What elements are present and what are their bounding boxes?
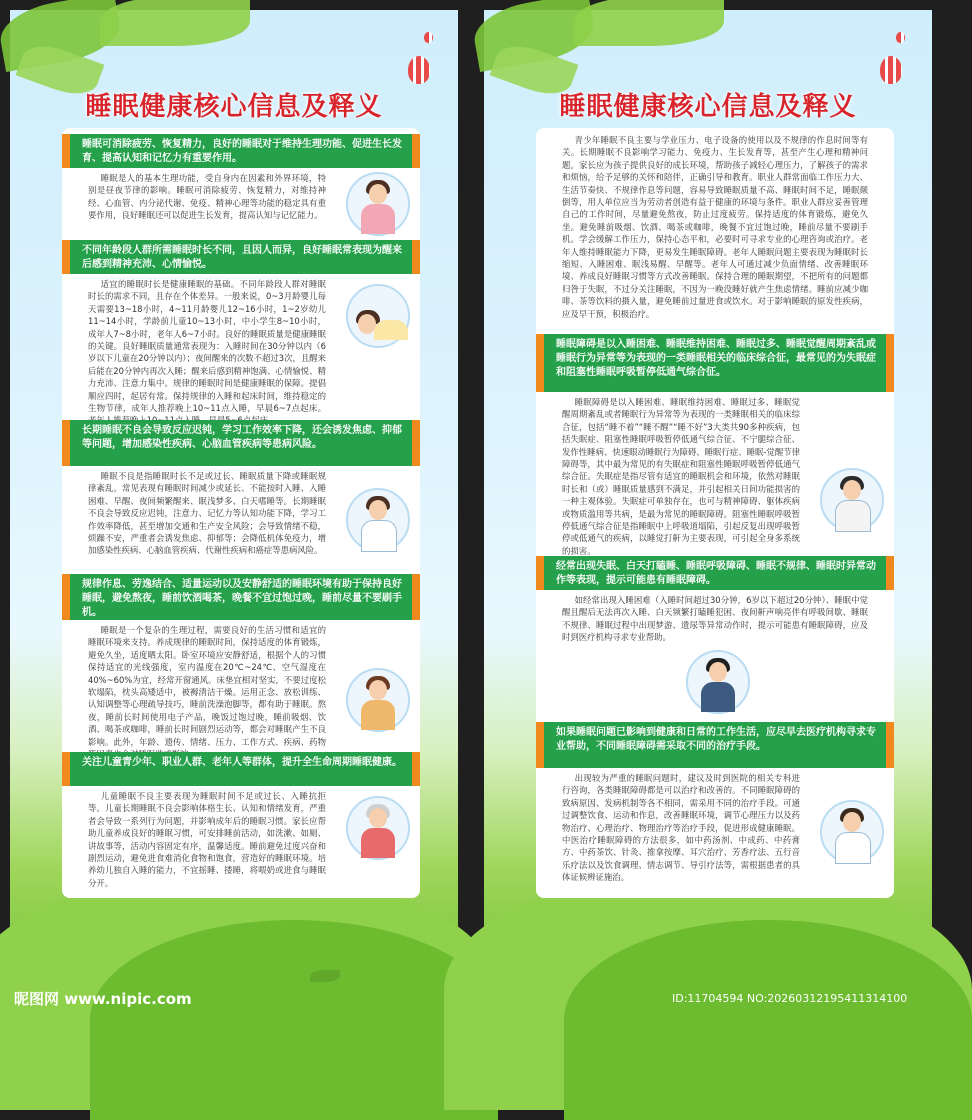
poster-title: 睡眠健康核心信息及释义 <box>559 92 857 122</box>
balloon-icon <box>424 32 433 43</box>
grass-decoration <box>310 970 340 982</box>
watermark-left: 昵图网 www.nipic.com <box>14 990 192 1008</box>
balloon-icon <box>896 32 905 43</box>
section-body: 出现较为严重的睡眠问题时，建议及时到医院的相关专科进行咨询，各类睡眠障碍都是可以治疗和改善的。不同睡眠障碍的致病原因、发病机制等各不相同，需采用不同的治疗手段。可通过调整饮食、运动和作息，改善睡眠环境，调节心理压力以及药物治疗、心理治疗、物理治疗等治疗手段，促进形成健康睡眠。中医治疗睡眠障碍的方法很多，如中药汤剂、中成药、中药膏方、中药茶饮、针灸、推拿按摩、耳穴治疗、芳香疗法、五行音乐疗法以及饮食调理、情志调节、导引疗法等，需根据患者的具体证候辨证施治。 <box>562 773 800 883</box>
section-body: 如经常出现入睡困难（入睡时间超过30分钟，6岁以下超过20分钟）、睡眠中觉醒且醒后无法再次入睡、白天频繁打瞌睡犯困、夜间鼾声响亮伴有呼吸间歇、睡眠不规律、睡眠过程中出现梦游、遗尿等异常动作时，提示可能患有睡眠障碍，应及时到医疗机构寻求专业帮助。 <box>562 595 868 643</box>
doctor-consult-illustration <box>820 800 884 864</box>
poster-right <box>484 10 932 1010</box>
balloon-icon <box>408 56 430 84</box>
section-body: 睡眠障碍是以入睡困难、睡眠维持困难、睡眠过多、睡眠觉醒周期紊乱或者睡眠行为异常等为表现的一类睡眠相关的临床综合征，包括“睡不着”“睡不醒”“睡不好”3大类共90多种疾病，包括失眠症、阻塞性睡眠呼吸暂停低通气综合征、不宁腿综合征、发作性睡病、快速眼动睡眠行为障碍、睡眠行症、睡眠-觉醒节律障碍等，其中最为常见的有失眠症和阻塞性睡眠呼吸暂停低通气综合征。失眠症是指尽管有适宜的睡眠机会和环境，依然对睡眠时长和（或）睡眠质量感到不满足，并引起相关日间功能损害的一种主观体验。失眠症可单独存在，也可与精神障碍、躯体疾病或物质滥用等共病，是最为常见的睡眠障碍。阻塞性睡眠呼吸暂停低通气综合征是指睡眠中上呼吸道塌陷，引起反复出现呼吸暂停或低通气的疾病，以睡觉打鼾为主要表现，可引起全身多系统的损害。 <box>562 397 800 556</box>
section-body: 适宜的睡眠时长是健康睡眠的基础。不同年龄段人群对睡眠时长的需求不同，且存在个体差异。一般来说，0~3月龄婴儿每天需要13~18小时，4~11月龄婴儿12~16小时，1~2岁幼儿11~14小时，学龄前儿童10~13小时，中小学生8~10小时，成年人7~8小时，老年人6~7小时。良好的睡眠质量是健康睡眠的关键。良好睡眠质量通常表现为：入睡时间在30分钟以内（6岁以下儿童在20分钟以内）；夜间醒来的次数不超过3次，且醒来后能在20分钟内再次入睡；醒来后感到精神饱满、心情愉悦、精力充沛、注意力集中。规律的睡眠时间是健康睡眠的保障。提倡顺应四时，起居有常。保持规律的入睡和起床时间，维持稳定的生物节律，成年人推荐晚上10~11点入睡，早晨6~7点起床。 <box>88 279 326 414</box>
phone-in-bed-illustration <box>346 668 410 732</box>
watermark-right: ID:11704594 NO:20260312195411314100 <box>672 992 908 1005</box>
section-body: 睡眠是人的基本生理功能，受自身内在因素和外界环境，特别是昼夜节律的影响。睡眠可消除疲劳、恢复精力，对维持神经、心血管、内分泌代谢、免疫、精神心理等功能的稳定具有重要作用，良好睡眠还可以促进生长发育，提高认知与记忆能力。 <box>88 173 326 221</box>
section-heading: 规律作息、劳逸结合、适量运动以及安静舒适的睡眠环境有助于保持良好睡眠，避免熬夜，睡前饮酒喝茶，晚餐不宜过饱过晚，睡前尽量不要刷手机。 <box>62 574 420 620</box>
sleeping-person-illustration <box>346 284 410 348</box>
section-heading: 经常出现失眠、白天打瞌睡、睡眠呼吸障碍、睡眠不规律、睡眠时异常动作等表现，提示可能患有睡眠障碍。 <box>536 556 894 590</box>
thinking-man-illustration <box>820 468 884 532</box>
section-heading: 长期睡眠不良会导致反应迟钝，学习工作效率下降，还会诱发焦虑、抑郁等问题，增加感染性疾病、心脑血管疾病等患病风险。 <box>62 420 420 466</box>
hill-decoration <box>564 920 972 1120</box>
content-panel <box>62 128 420 898</box>
section-body: 睡眠不良是指睡眠时长不足或过长、睡眠质量下降或睡眠规律紊乱。常见表现有睡眠时间减少或延长、不能按时入睡、入睡困难、早醒、夜间频繁醒来、眠浅梦多、白天嗜睡等。长期睡眠不良会导致反应迟钝，注意力、记忆力等认知功能下降，学习工作效率降低，甚至增加交通和生产安全风险；会导致情绪不稳，烦躁不安，严重者会诱发焦虑、抑郁等；会降低机体免疫力，增加感染性疾病、心脑血管疾病、代谢性疾病和癌症等患病风险。 <box>88 471 326 556</box>
leaf-decoration <box>100 0 250 46</box>
section-heading: 不同年龄段人群所需睡眠时长不同，且因人而异，良好睡眠常表现为醒来后感到精神充沛、心情愉悦。 <box>62 240 420 274</box>
intro-text: 青少年睡眠不良主要与学业压力、电子设备的使用以及不规律的作息时间等有关。长期睡眠不良影响学习能力、免疫力、生长发育等，甚至产生心理和精神问题。家长应为孩子提供良好的成长环境，帮助孩子减轻心理压力，了解孩子的需求和烦恼，给予足够的关怀和陪伴，正确引导和教育。职业人群常面临工作压力大、生活节奏快、不规律作息等问题，容易导致睡眠质量不高、睡眠时间不足，睡眠颠倒等，用人单位应当为劳动者创造有益于健康的环境与条件。职业人群应妥善管理自己的工作时间，尽量避免熬夜，防止过度疲劳。保持适度的体育锻炼，避免久坐。避免睡前吸烟、饮酒、喝茶或咖啡，晚餐不宜过饱过晚，睡前尽量不要刷手机。学会缓解工作压力，保持心态平和，必要时可寻求专业的心理咨询或治疗。老年人维持睡眠能力下降，更易发生睡眠障碍。老年人睡眠问题主要表现为睡眠时长缩短、入睡困难、眠浅易醒、早醒等。老年人可通过减少负面情绪、改善睡眠环境、养成良好睡眠习惯等方式改善睡眠。保持合理的睡眠期望，不把所有的问题都归咎于失眠，不过分关注睡眠，不因为一晚没睡好就产生焦虑情绪。睡前应减少咖啡、茶等饮料的摄入量，避免睡前过量进食或饮水。对于影响睡眠的原发性疾病，应及早干预，积极治疗。 <box>562 135 868 319</box>
poster-left <box>10 10 458 1010</box>
section-body: 儿童睡眠不良主要表现为睡眠时间不足或过长、入睡抗拒等。儿童长期睡眠不良会影响体格生长、认知和情绪发育，严重者会导致一系列行为问题，并影响成年后的睡眠习惯。家长应帮助儿童养成良好的睡眠习惯，可安排睡前活动，如洗漱、如厕、讲故事等，活动内容固定有序，温馨适度。睡前避免过度兴奋和剧烈运动，避免进食难消化食物和饱食，营造好的睡眠环境。培养幼儿独自入睡的能力，不宜摇睡、搂睡，将喂奶或进食与睡眠分开。 <box>88 791 326 888</box>
section-body: 睡眠是一个复杂的生理过程，需要良好的生活习惯和适宜的睡眠环境来支持。养成规律的睡眠时间，保持适度的体育锻炼，避免久坐，适度晒太阳。卧室环境应安静舒适，根据个人的习惯保持适宜的光线强度，室内温度在20℃~24℃、空气湿度在40%~60%为宜，经常开窗通风。床垫宜相对坚实，不要过度松软塌陷，枕头高矮适中，被褥清洁干燥。运用正念、放松训练、认知调整等心理疏导技巧，睡前洗澡泡脚等，都有助于睡眠。熬夜，睡前长时间使用电子产品，晚饭过饱过晚，睡前吸烟、饮酒、喝茶或咖啡，睡前长时间剧烈运动等，都会对睡眠产生不良影响。此外，年龄、遗传、情绪、压力、工作方式、疾病、药物 <box>88 625 326 747</box>
woman-portrait-illustration <box>686 650 750 714</box>
section-heading: 睡眠障碍是以入睡困难、睡眠维持困难、睡眠过多、睡眠觉醒周期紊乱或睡眠行为异常等为表现的一类睡眠相关的临床综合征，最常见的为失眠症和阻塞性睡眠呼吸暂停低通气综合征。 <box>536 334 894 392</box>
running-women-illustration <box>346 172 410 236</box>
balloon-icon <box>880 56 902 84</box>
section-heading: 睡眠可消除疲劳、恢复精力，良好的睡眠对于维持生理功能、促进生长发育、提高认知和记忆力有重要作用。 <box>62 134 420 168</box>
poster-title: 睡眠健康核心信息及释义 <box>85 92 383 122</box>
hill-decoration <box>90 920 498 1120</box>
content-panel <box>536 128 894 898</box>
section-heading: 如果睡眠问题已影响到健康和日常的工作生活，应尽早去医疗机构寻求专业帮助，不同睡眠障碍需采取不同的治疗手段。 <box>536 722 894 768</box>
section-heading: 关注儿童青少年、职业人群、老年人等群体，提升全生命周期睡眠健康。 <box>62 752 420 786</box>
family-group-illustration <box>346 796 410 860</box>
insomnia-person-illustration <box>346 488 410 552</box>
leaf-decoration <box>574 0 724 46</box>
